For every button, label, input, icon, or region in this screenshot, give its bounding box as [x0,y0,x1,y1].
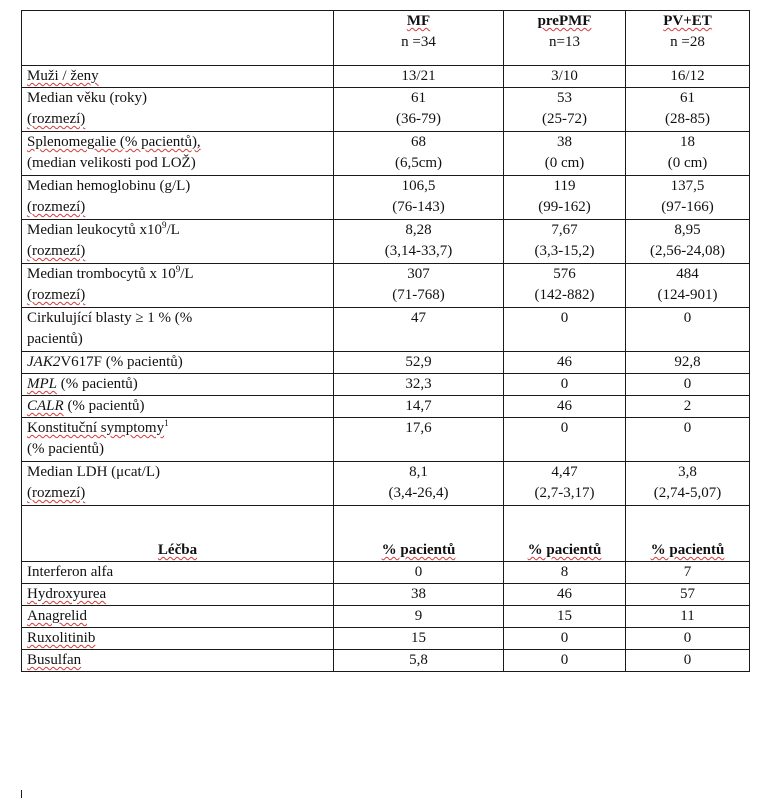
cell-mf: 5,8 [334,650,504,672]
superscript: 9 [161,220,167,230]
cell-pv-et: 0 [626,418,750,462]
column-n: n =28 [670,34,705,50]
table-row [22,220,750,264]
table-row [22,396,750,418]
cell-pv-et: 0 [626,308,750,352]
table-row [22,606,750,628]
column-name: MF [406,13,431,29]
cell-pv-et: 57 [626,584,750,606]
cell-prepmf: 46 [504,352,626,374]
header-mf [334,11,504,66]
cell-mf: 47 [334,308,504,352]
cell-pv-et: 2 [626,396,750,418]
row-label: Median leukocytů $x10^9/L$ (rozmezí) [22,220,334,264]
table-row [22,584,750,606]
treatment-header-row [22,506,750,562]
row-label: Konstituční symptomy$^1$ (% pacientů) [22,418,334,462]
cell-pv-et: 8,95 (2,56-24,08) [626,220,750,264]
document [21,10,750,672]
cell-prepmf: 53 (25-72) [504,88,626,132]
table-row [22,418,750,462]
treatment-header-label: Léčba [22,506,334,562]
cell-prepmf: 4,47 (2,7-3,17) [504,462,626,506]
cell-mf: 8,28 (3,14-33,7) [334,220,504,264]
page-edge-mark [21,790,22,798]
header-row [22,11,750,66]
cell-pv-et: 16/12 [626,66,750,88]
cell-mf: 61 (36-79) [334,88,504,132]
row-label: Muži / ženy [22,66,334,88]
cell-mf: 307 (71-768) [334,264,504,308]
cell-prepmf: 0 [504,650,626,672]
cell-pv-et: 0 [626,374,750,396]
cell-prepmf: 38 (0 cm) [504,132,626,176]
cell-mf: 13/21 [334,66,504,88]
cell-pv-et: 0 [626,650,750,672]
row-label: CALR (% pacientů) [22,396,334,418]
superscript: 9 [175,264,181,274]
table-row [22,176,750,220]
cell-prepmf: 0 [504,308,626,352]
cell-mf: 106,5 (76-143) [334,176,504,220]
cell-pv-et: 11 [626,606,750,628]
cell-pv-et: 0 [626,628,750,650]
row-label: JAK2V617F (% pacientů) [22,352,334,374]
table-row [22,562,750,584]
cell-prepmf: 8 [504,562,626,584]
row-label: Busulfan [22,650,334,672]
patient-characteristics-table [21,10,750,672]
cell-prepmf: 3/10 [504,66,626,88]
row-label: Cirkulující blasty ≥ 1 % (% pacientů) [22,308,334,352]
column-name: prePMF [537,13,592,29]
cell-pv-et: 7 [626,562,750,584]
treatment-header-mf: % pacientů [334,506,504,562]
row-label: Median LDH (μcat/L) (rozmezí) [22,462,334,506]
cell-mf: 38 [334,584,504,606]
cell-pv-et: 137,5 (97-166) [626,176,750,220]
cell-mf: 17,6 [334,418,504,462]
treatment-header-pv-et: % pacientů [626,506,750,562]
table-row [22,628,750,650]
table-row [22,66,750,88]
table-row [22,462,750,506]
row-label: Ruxolitinib [22,628,334,650]
row-label: Median trombocytů x $10^9/L$ (rozmezí) [22,264,334,308]
cell-mf: 32,3 [334,374,504,396]
header-pv-et [626,11,750,66]
header-label-cell [22,11,334,66]
column-name: PV+ET [663,13,712,29]
cell-prepmf: 0 [504,628,626,650]
row-label: MPL (% pacientů) [22,374,334,396]
cell-prepmf: 46 [504,396,626,418]
cell-prepmf: 0 [504,374,626,396]
cell-prepmf: 576 (142-882) [504,264,626,308]
table-row [22,132,750,176]
cell-prepmf: 0 [504,418,626,462]
cell-prepmf: 15 [504,606,626,628]
cell-mf: 68 (6,5cm) [334,132,504,176]
table-row [22,308,750,352]
row-label: Median věku (roky) (rozmezí) [22,88,334,132]
row-label: Median hemoglobinu (g/L) (rozmezí) [22,176,334,220]
cell-prepmf: 46 [504,584,626,606]
table-row [22,352,750,374]
table-row [22,374,750,396]
cell-mf: 14,7 [334,396,504,418]
header-prepmf [504,11,626,66]
row-label: Anagrelid [22,606,334,628]
cell-mf: 8,1 (3,4-26,4) [334,462,504,506]
cell-prepmf: 119 (99-162) [504,176,626,220]
row-label: Interferon alfa [22,562,334,584]
row-label: Hydroxyurea [22,584,334,606]
cell-pv-et: 18 (0 cm) [626,132,750,176]
cell-mf: 52,9 [334,352,504,374]
table-row [22,88,750,132]
row-label: Splenomegalie (% pacientů), (median velikosti pod LOŽ) [22,132,334,176]
cell-pv-et: 484 (124-901) [626,264,750,308]
cell-mf: 15 [334,628,504,650]
cell-mf: 9 [334,606,504,628]
cell-pv-et: 3,8 (2,74-5,07) [626,462,750,506]
superscript: 1 [164,418,169,428]
cell-mf: 0 [334,562,504,584]
cell-pv-et: 61 (28-85) [626,88,750,132]
table-row [22,264,750,308]
column-n: n =34 [401,34,436,50]
cell-prepmf: 7,67 (3,3-15,2) [504,220,626,264]
column-n: n=13 [549,34,580,50]
table-row [22,650,750,672]
treatment-header-prepmf: % pacientů [504,506,626,562]
cell-pv-et: 92,8 [626,352,750,374]
